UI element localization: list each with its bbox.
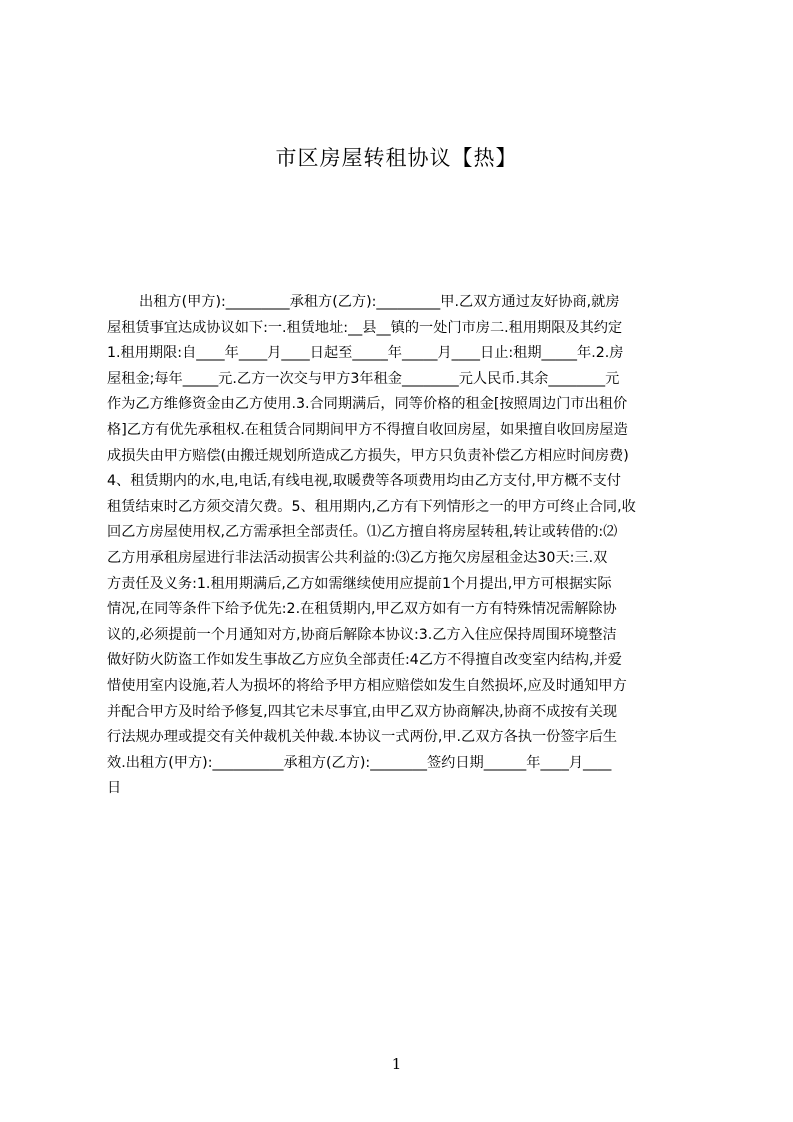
body-line-16: 惜使用室内设施,若人为损坏的将给予甲方相应赔偿如发生自然损坏,应及时通知甲方 xyxy=(107,677,627,694)
body-line-12: 方责任及义务:1.租用期满后,乙方如需继续使用应提前1个月提出,甲方可根据实际 xyxy=(107,575,612,592)
body-line-8: 4、租赁期内的水,电,电话,有线电视,取暖费等各项费用均由乙方支付,甲方概不支付 xyxy=(107,473,621,490)
body-line-2: 屋租赁事宜达成协议如下:一.租赁地址:__县__镇的一处门市房二.租用期限及其约定 xyxy=(107,319,623,336)
body-line-11: 乙方用承租房屋进行非法活动损害公共利益的:⑶乙方拖欠房屋租金达30天:三.双 xyxy=(107,549,608,566)
body-line-10: 回乙方房屋使用权,乙方需承担全部责任。⑴乙方擅自将房屋转租,转让或转借的:⑵ xyxy=(107,524,618,541)
body-line-7: 成损失由甲方赔偿(由搬迁规划所造成乙方损失，甲方只负责补偿乙方相应时间房费) xyxy=(107,447,629,464)
document-title: 市区房屋转租协议【热】 xyxy=(275,146,518,170)
body-line-9: 租赁结束时乙方须交清欠费。5、租用期内,乙方有下列情形之一的甲方可终止合同,收 xyxy=(107,498,636,515)
body-line-20: 日 xyxy=(107,780,122,797)
body-line-15: 做好防火防盗工作如发生事故乙方应负全部责任:4乙方不得擅自改变室内结构,并爱 xyxy=(107,652,622,669)
body-line-3: 1.租用期限:自____年____月____日起至_____年_____月____日止:租期_____年.2.房 xyxy=(107,345,624,362)
agreement-body xyxy=(107,290,697,802)
body-line-18: 行法规办理或提交有关仲裁机关仲裁.本协议一式两份,甲.乙双方各执一份签字后生 xyxy=(107,729,618,746)
body-line-5: 作为乙方维修资金由乙方使用.3.合同期满后，同等价格的租金[按照周边门市出租价 xyxy=(107,396,628,413)
body-line-13: 情况,在同等条件下给予优先:2.在租赁期内,甲乙双方如有一方有特殊情况需解除协 xyxy=(107,601,617,618)
body-line-4: 屋租金;每年_____元.乙方一次交与甲方3年租金________元人民币.其余________元 xyxy=(107,370,620,387)
body-line-17: 并配合甲方及时给予修复,四其它未尽事宜,由甲乙双方协商解决,协商不成按有关现 xyxy=(107,703,618,720)
body-line-6: 格]乙方有优先承租权.在租赁合同期间甲方不得擅自收回房屋，如果擅自收回房屋造 xyxy=(107,421,628,438)
body-line-19: 效.出租方(甲方):__________承租方(乙方):________签约日期______年____月____ xyxy=(107,754,612,771)
page-number: 1 xyxy=(391,1055,402,1073)
body-line-1: 出租方(甲方):_________承租方(乙方):_________甲.乙双方通过友好协商,就房 xyxy=(139,294,620,310)
body-line-14: 议的,必须提前一个月通知对方,协商后解除本协议:3.乙方入住应保持周围环境整洁 xyxy=(107,626,617,643)
